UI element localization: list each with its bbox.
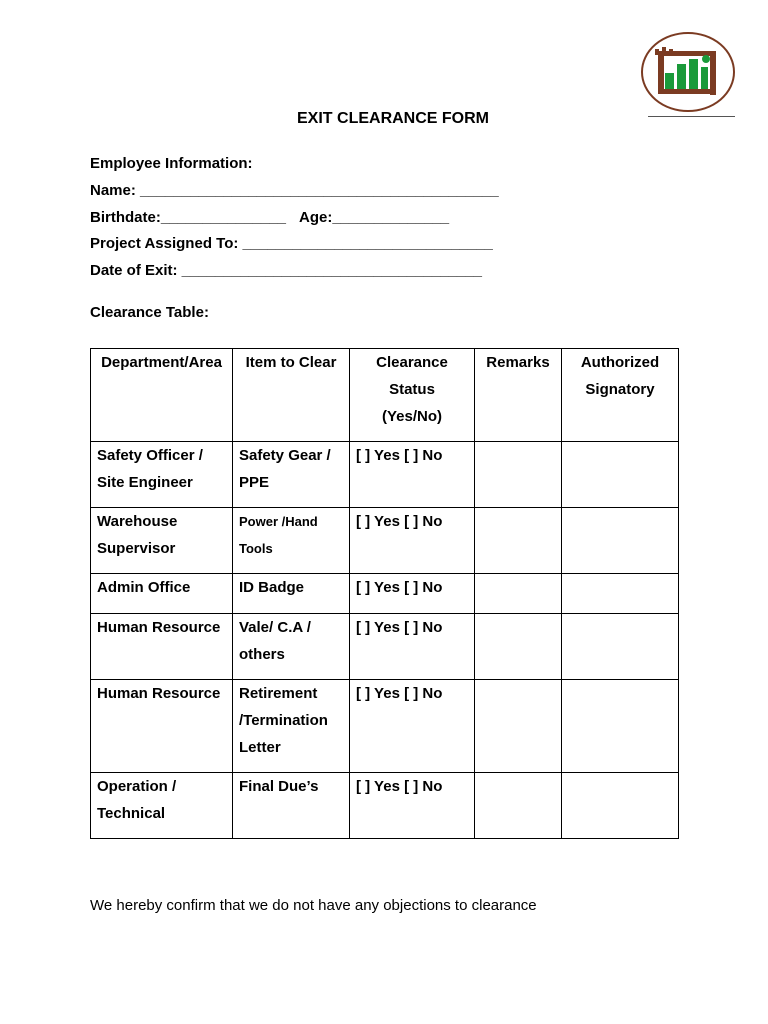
status-cell[interactable]: [ ] Yes [ ] No: [350, 680, 475, 773]
department-cell: Operation / Technical: [91, 773, 233, 839]
clearance-table-label: Clearance Table:: [90, 304, 209, 321]
header-item: Item to Clear: [233, 349, 350, 442]
confirmation-text: We hereby confirm that we do not have any objections to clearance: [90, 897, 537, 914]
signatory-cell[interactable]: [562, 442, 679, 508]
status-cell[interactable]: [ ] Yes [ ] No: [350, 442, 475, 508]
department-cell: Admin Office: [91, 574, 233, 614]
signatory-cell[interactable]: [562, 773, 679, 839]
department-cell: Human Resource: [91, 614, 233, 680]
department-cell: Safety Officer / Site Engineer: [91, 442, 233, 508]
remarks-cell[interactable]: [475, 442, 562, 508]
item-cell: Vale/ C.A / others: [233, 614, 350, 680]
signatory-cell[interactable]: [562, 680, 679, 773]
name-field[interactable]: Name: ___________________________________________: [90, 182, 499, 199]
table-row: [91, 508, 679, 574]
department-cell: Warehouse Supervisor: [91, 508, 233, 574]
header-remarks: Remarks: [475, 349, 562, 442]
status-cell[interactable]: [ ] Yes [ ] No: [350, 574, 475, 614]
clearance-table: [90, 348, 679, 839]
table-row: [91, 680, 679, 773]
remarks-cell[interactable]: [475, 508, 562, 574]
status-cell[interactable]: [ ] Yes [ ] No: [350, 773, 475, 839]
item-cell: Power /Hand Tools: [233, 508, 350, 574]
employee-info-heading: Employee Information:: [90, 155, 253, 172]
remarks-cell[interactable]: [475, 614, 562, 680]
signatory-cell[interactable]: [562, 508, 679, 574]
item-cell: ID Badge: [233, 574, 350, 614]
date-of-exit-field[interactable]: Date of Exit: ____________________________________: [90, 262, 482, 279]
table-row: [91, 442, 679, 508]
item-cell: Safety Gear / PPE: [233, 442, 350, 508]
remarks-cell[interactable]: [475, 574, 562, 614]
table-row: [91, 614, 679, 680]
table-row: [91, 773, 679, 839]
status-cell[interactable]: [ ] Yes [ ] No: [350, 614, 475, 680]
header-signatory: Authorized Signatory: [562, 349, 679, 442]
signatory-cell[interactable]: [562, 614, 679, 680]
signatory-cell[interactable]: [562, 574, 679, 614]
item-cell: Final Due’s: [233, 773, 350, 839]
project-field[interactable]: Project Assigned To: ______________________________: [90, 235, 493, 252]
company-logo-icon: [640, 31, 736, 113]
table-row: [91, 574, 679, 614]
status-cell[interactable]: [ ] Yes [ ] No: [350, 508, 475, 574]
table-header-row: [91, 349, 679, 442]
page-title: EXIT CLEARANCE FORM: [297, 110, 489, 127]
remarks-cell[interactable]: [475, 680, 562, 773]
header-status: Clearance Status (Yes/No): [350, 349, 475, 442]
department-cell: Human Resource: [91, 680, 233, 773]
item-cell: Retirement /Termination Letter: [233, 680, 350, 773]
remarks-cell[interactable]: [475, 773, 562, 839]
age-field[interactable]: Age:______________: [299, 209, 450, 226]
header-department: Department/Area: [91, 349, 233, 442]
birthdate-field[interactable]: Birthdate:_______________: [90, 209, 286, 226]
